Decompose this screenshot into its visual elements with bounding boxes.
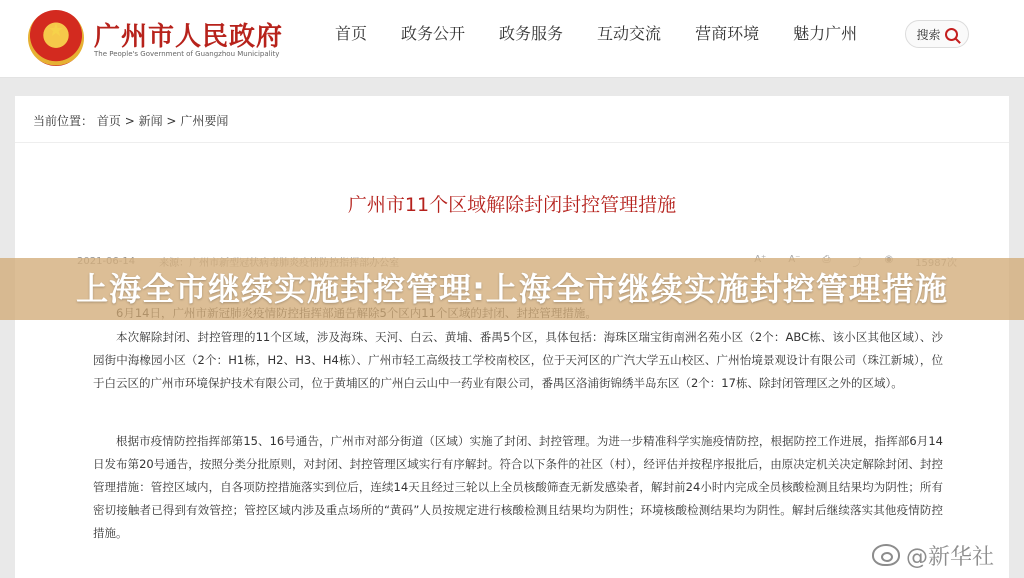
watermark (872, 540, 994, 570)
site-title[interactable]: 广州市人民政府 (94, 22, 284, 52)
nav-item-home[interactable]: 首页 (335, 24, 368, 43)
national-emblem-icon[interactable] (28, 10, 84, 66)
site-subtitle: The People's Government of Guangzhou Municipality (94, 50, 280, 58)
breadcrumb-separator: > (166, 114, 177, 128)
headline-banner (0, 258, 1024, 320)
article-paragraph: 本次解除封闭、封控管理的11个区域，涉及海珠、天河、白云、黄埔、番禺5个区，具体包括：海珠区瑞宝街南洲名苑小区（2个：ABC栋、该小区其他区域）、沙园街中海橡园小区（2个：H1栋，H2、H3、H4栋）、广州市轻工高级技工学校南校区，位于天河区的广汽大学五山校区、广州怡境景观设计有限公司（珠江新城），位于白云区的广州市环境保护技术有限公司，位于黄埔区的广州白云山中一药业有限公司，番禺区洛浦街锦绣半岛东区（2个：17栋、除封闭管理区之外的区域）。 (93, 330, 943, 390)
nav-item-business-env[interactable]: 营商环境 (695, 24, 760, 43)
divider (15, 142, 1009, 143)
breadcrumb-item-news[interactable]: 新闻 (138, 114, 163, 128)
site-header (0, 0, 1024, 78)
article-paragraph: 根据市疫情防控指挥部第15、16号通告，广州市对部分街道（区域）实施了封闭、封控管理。为进一步精准科学实施疫情防控，根据防控工作进展，指挥部6月14日发布第20号通告，按照分类分批原则，对封闭、封控管理区域实行有序解封。符合以下条件的社区（村），经评估并按程序报批后，由原决定机关决定解除封闭、封控管理措施：管控区域内，自各项防控措施落实到位后，连续14天且经过三轮以上全员核酸筛查无新发感染者，解封前24小时内完成全员核酸检测且结果均为阴性；所有密切接触者已得到有效管控；管控区域内涉及重点场所的“黄码”人员按规定进行核酸检测且结果均为阴性；环境核酸检测结果均为阴性。解封后继续落实其他疫情防控措施。 (93, 434, 943, 540)
breadcrumb-separator: > (124, 114, 135, 128)
watermark-text: @新华社 (906, 544, 995, 570)
main-nav (318, 22, 874, 46)
breadcrumb-label: 当前位置： (33, 114, 94, 128)
search-label: 搜索 (916, 27, 941, 42)
weibo-icon (872, 544, 900, 566)
article-title: 广州市11个区域解除封闭封控管理措施 (347, 194, 677, 216)
nav-item-interaction[interactable]: 互动交流 (597, 24, 662, 43)
article-card (15, 96, 1009, 578)
search-icon (945, 28, 958, 41)
breadcrumb-item-gz-news[interactable]: 广州要闻 (180, 114, 229, 128)
breadcrumb (33, 112, 228, 129)
search-button[interactable] (905, 20, 969, 48)
nav-item-gov-services[interactable]: 政务服务 (499, 24, 564, 43)
nav-item-gov-affairs-open[interactable]: 政务公开 (401, 24, 466, 43)
nav-item-charm-guangzhou[interactable]: 魅力广州 (793, 24, 858, 43)
banner-text: 上海全市继续实施封控管理:上海全市继续实施封控管理措施 (76, 270, 948, 308)
breadcrumb-item-home[interactable]: 首页 (96, 114, 121, 128)
star-icon: ★ (47, 20, 65, 41)
